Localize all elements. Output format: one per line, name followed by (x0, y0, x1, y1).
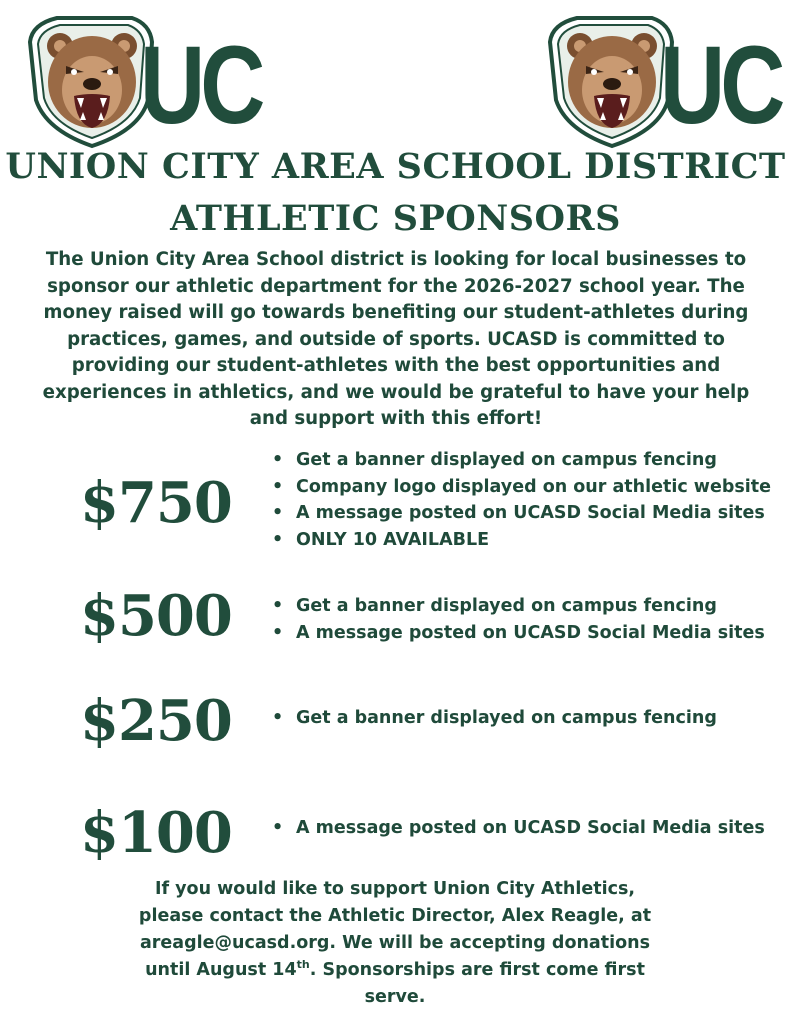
list-item: • Company logo displayed on our athletic website (270, 474, 771, 501)
ordinal-suffix: th (296, 958, 310, 972)
tier-benefits-500 (270, 593, 765, 646)
page-title: UNION CITY AREA SCHOOL DISTRICT (5, 146, 786, 187)
contact-line: please contact the Athletic Director, Alex Reagle, at (138, 906, 652, 926)
tier-benefits-250 (270, 705, 717, 732)
list-item: • Get a banner displayed on campus fencing (270, 705, 717, 732)
uc-bear-logo-right (542, 12, 781, 152)
logo-uc-text: UC (140, 24, 261, 147)
tier-price-750: $750 (80, 470, 232, 536)
tier-benefits-100 (270, 815, 765, 842)
list-item: • Get a banner displayed on campus fencing (270, 447, 771, 474)
contact-line (130, 957, 660, 984)
contact-text: . Sponsorships are first come first (309, 960, 645, 980)
contact-paragraph (130, 876, 660, 1011)
tier-price-500: $500 (80, 583, 232, 649)
logo-uc-text: UC (660, 24, 781, 147)
contact-line: areagle@ucasd.org. We will be accepting donations (139, 933, 651, 953)
tier-price-100: $100 (80, 800, 232, 866)
list-item: • Get a banner displayed on campus fencing (270, 593, 765, 620)
tier-benefits-750 (270, 447, 771, 553)
uc-bear-logo-left (22, 12, 261, 152)
page-subtitle: ATHLETIC SPONSORS (170, 198, 621, 239)
contact-text: until August 14 (145, 960, 297, 980)
list-item: • ONLY 10 AVAILABLE (270, 527, 771, 554)
list-item: • A message posted on UCASD Social Media sites (270, 500, 771, 527)
list-item: • A message posted on UCASD Social Media sites (270, 620, 765, 647)
contact-line: serve. (364, 987, 426, 1007)
list-item: • A message posted on UCASD Social Media sites (270, 815, 765, 842)
tier-price-250: $250 (80, 688, 232, 754)
intro-paragraph: The Union City Area School district is looking for local businesses to sponsor our athletic department for the 2026-2027 school year. The money raised will go towards benefiting our student-athletes during practices, games, and outside of sports. UCASD is committed to providing our student-athletes with the best opportunities and experiences in athletics, and we would be grateful to have your help and support with this effort! (42, 249, 750, 429)
contact-line: If you would like to support Union City Athletics, (154, 879, 636, 899)
